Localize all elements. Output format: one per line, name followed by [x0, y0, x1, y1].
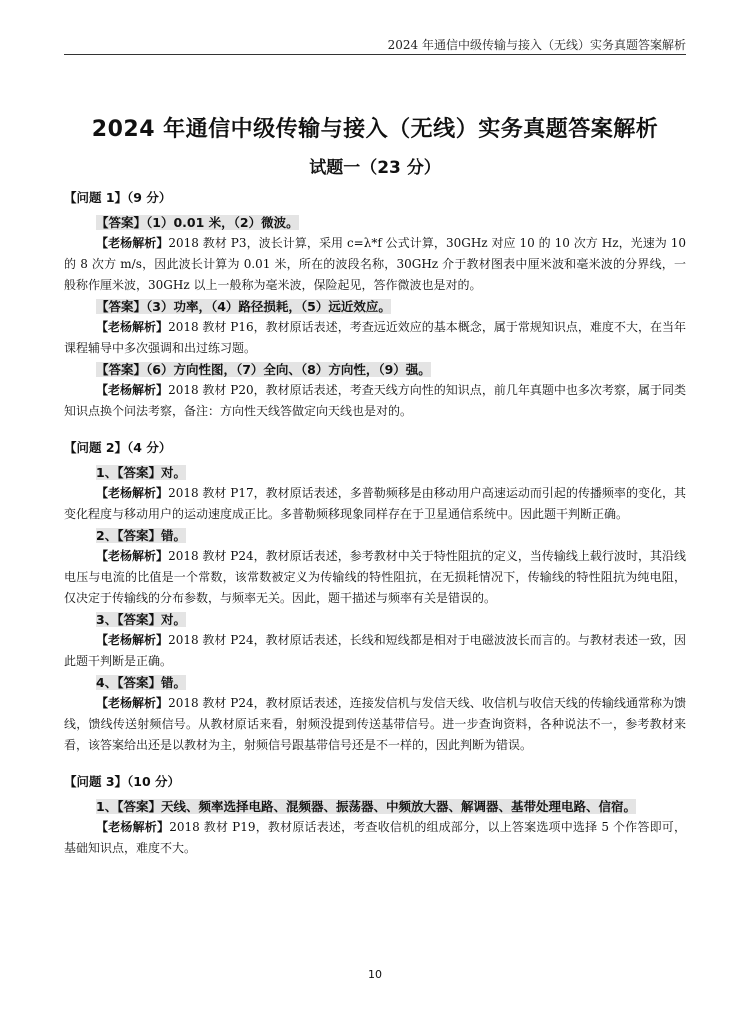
q2-item-3-analysis — [64, 630, 686, 672]
q2-item-4-answer — [64, 672, 686, 693]
analysis-tag: 【老杨解析】 — [96, 486, 169, 500]
q2-item-2-analysis-text: 2018 教材 P24，教材原话表述，参考教材中关于特性阻抗的定义，当传输线上载行波时，其沿线电压与电流的比值是一个常数，该常数被定义为传输线的特性阻抗，在无损耗情况下，传输线的特性阻抗为纯电阻，仅决定于传输线的分布参数，与频率无关。因此，题干描述与频率有关是错误的。 — [64, 549, 686, 605]
q1-answer-3 — [64, 359, 686, 380]
q1-analysis-1-text: 2018 教材 P3，波长计算，采用 c=λ*f 公式计算，30GHz 对应 10 的 10 次方 Hz，光速为 10 的 8 次方 m/s，因此波长计算为 0.01 米，所在的波段名称，30GHz 介于教材图表中厘米波和毫米波的分界线，一般称作厘米波，30GHz 以上一般称为毫米波，保险起见，答作微波也是对的。 — [64, 236, 686, 292]
analysis-tag: 【老杨解析】 — [96, 236, 169, 250]
running-header: 2024 年通信中级传输与接入（无线）实务真题答案解析 — [387, 38, 686, 52]
q3-analysis-1-text: 2018 教材 P19，教材原话表述，考查收信机的组成部分，以上答案选项中选择 5 个作答即可，基础知识点，难度不大。 — [64, 820, 686, 855]
q1-answer-2 — [64, 296, 686, 317]
question-2-heading: 【问题 2】（4 分） — [64, 440, 172, 455]
q2-item-1-answer-text: 1、【答案】对。 — [96, 465, 186, 480]
q1-answer-3-text: 【答案】（6）方向性图，（7）全向、（8）方向性，（9）强。 — [96, 362, 431, 377]
q2-item-3-answer-text: 3、【答案】对。 — [96, 612, 186, 627]
header-divider — [64, 54, 686, 55]
q1-answer-1-text: 【答案】（1）0.01 米，（2）微波。 — [96, 215, 299, 230]
page-content — [64, 112, 686, 875]
section-title: 试题一（23 分） — [309, 158, 441, 178]
q1-analysis-2 — [64, 317, 686, 359]
q1-analysis-2-text: 2018 教材 P16，教材原话表述，考查远近效应的基本概念，属于常规知识点，难度不大，在当年课程辅导中多次强调和出过练习题。 — [64, 320, 686, 355]
analysis-tag: 【老杨解析】 — [96, 633, 169, 647]
q3-analysis-1 — [64, 817, 686, 859]
q1-answer-1 — [64, 212, 686, 233]
question-3-heading: 【问题 3】（10 分） — [64, 774, 181, 789]
question-1 — [64, 188, 686, 422]
document-title: 2024 年通信中级传输与接入（无线）实务真题答案解析 — [91, 117, 659, 142]
analysis-tag: 【老杨解析】 — [96, 820, 170, 834]
q3-answer-1-text: 1、【答案】天线、频率选择电路、混频器、振荡器、中频放大器、解调器、基带处理电路、信宿。 — [96, 799, 636, 814]
analysis-tag: 【老杨解析】 — [96, 696, 169, 710]
q2-item-4-analysis — [64, 693, 686, 756]
q2-item-2-answer — [64, 525, 686, 546]
q2-item-2-answer-text: 2、【答案】错。 — [96, 528, 186, 543]
q1-answer-2-text: 【答案】（3）功率，（4）路径损耗，（5）远近效应。 — [96, 299, 391, 314]
question-1-heading: 【问题 1】（9 分） — [64, 190, 172, 205]
q2-item-3-answer — [64, 609, 686, 630]
q1-analysis-3-text: 2018 教材 P20，教材原话表述，考查天线方向性的知识点，前几年真题中也多次考察，属于同类知识点换个问法考察，备注：方向性天线答做定向天线也是对的。 — [64, 383, 686, 418]
question-2 — [64, 438, 686, 756]
q2-item-1-analysis-text: 2018 教材 P17，教材原话表述，多普勒频移是由移动用户高速运动而引起的传播频率的变化，其变化程度与移动用户的运动速度成正比。多普勒频移现象同样存在于卫星通信系统中。因此题干判断正确。 — [64, 486, 686, 521]
q2-item-1-analysis — [64, 483, 686, 525]
q2-item-2-analysis — [64, 546, 686, 609]
analysis-tag: 【老杨解析】 — [96, 383, 169, 397]
q2-item-4-answer-text: 4、【答案】错。 — [96, 675, 186, 690]
analysis-tag: 【老杨解析】 — [96, 549, 169, 563]
q1-analysis-3 — [64, 380, 686, 422]
question-3 — [64, 772, 686, 859]
page-number: 10 — [368, 968, 382, 981]
q2-item-1-answer — [64, 462, 686, 483]
q2-item-4-analysis-text: 2018 教材 P24，教材原话表述，连接发信机与发信天线、收信机与收信天线的传输线通常称为馈线，馈线传送射频信号。从教材原话来看，射频没提到传送基带信号。进一步查询资料，各种说法不一，参考教材来看，该答案给出还是以教材为主，射频信号跟基带信号还是不一样的，因此判断为错误。 — [64, 696, 686, 752]
analysis-tag: 【老杨解析】 — [96, 320, 169, 334]
q2-item-3-analysis-text: 2018 教材 P24，教材原话表述，长线和短线都是相对于电磁波波长而言的。与教材表述一致，因此题干判断是正确。 — [64, 633, 686, 668]
q3-answer-1 — [64, 796, 686, 817]
q1-analysis-1 — [64, 233, 686, 296]
